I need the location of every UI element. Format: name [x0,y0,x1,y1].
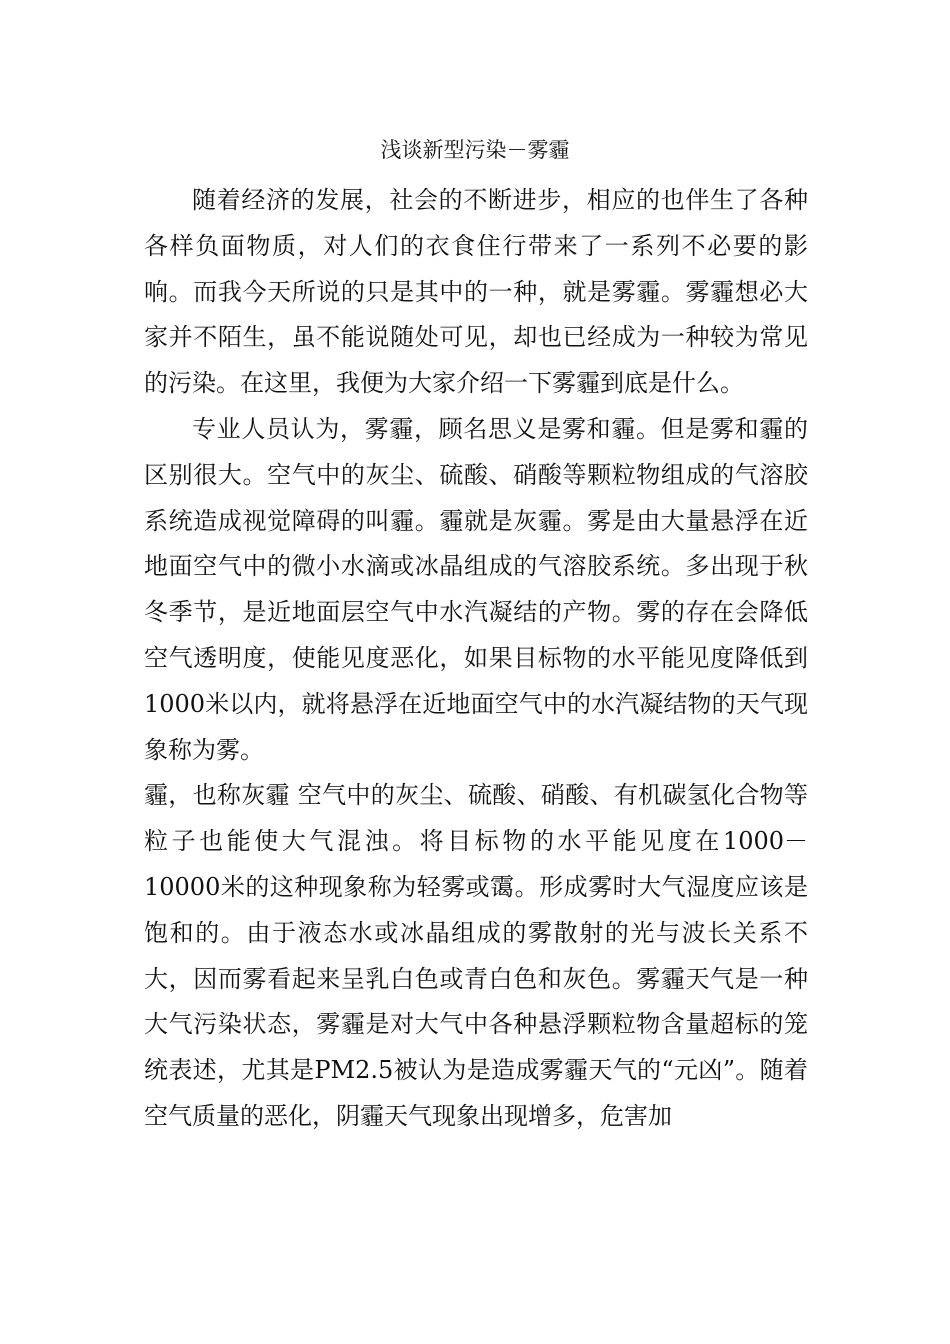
document-body [144,178,808,1140]
paragraph-definition: 专业人员认为，雾霾，顾名思义是雾和霾。但是雾和霾的区别很大。空气中的灰尘、硫酸、硝酸等颗粒物组成的气溶胶系统造成视觉障碍的叫霾。霾就是灰霾。雾是由大量悬浮在近地面空气中的微小水滴或冰晶组成的气溶胶系统。多出现于秋冬季节，是近地面层空气中水汽凝结的产物。雾的存在会降低空气透明度，使能见度恶化，如果目标物的水平能见度降低到1000米以内，就将悬浮在近地面空气中的水汽凝结物的天气现象称为雾。 [144,414,808,764]
paragraph-haze: 霾，也称灰霾 空气中的灰尘、硫酸、硝酸、有机碳氢化合物等粒子也能使大气混浊。将目标物的水平能见度在1000－10000米的这种现象称为轻雾或霭。形成雾时大气湿度应该是饱和的。由于液态水或冰晶组成的雾散射的光与波长关系不大，因而雾看起来呈乳白色或青白色和灰色。雾霾天气是一种大气污染状态，雾霾是对大气中各种悬浮颗粒物含量超标的笼统表述，尤其是PM2.5被认为是造成雾霾天气的“元凶”。随着空气质量的恶化，阴霾天气现象出现增多，危害加 [144,781,808,1130]
document-title: 浅谈新型污染－雾霾 [380,138,570,162]
paragraph-intro: 随着经济的发展，社会的不断进步，相应的也伴生了各种各样负面物质，对人们的衣食住行带来了一系列不必要的影响。而我今天所说的只是其中的一种，就是雾霾。雾霾想必大家并不陌生，虽不能说随处可见，却也已经成为一种较为常见的污染。在这里，我便为大家介绍一下雾霾到底是什么。 [144,186,808,398]
